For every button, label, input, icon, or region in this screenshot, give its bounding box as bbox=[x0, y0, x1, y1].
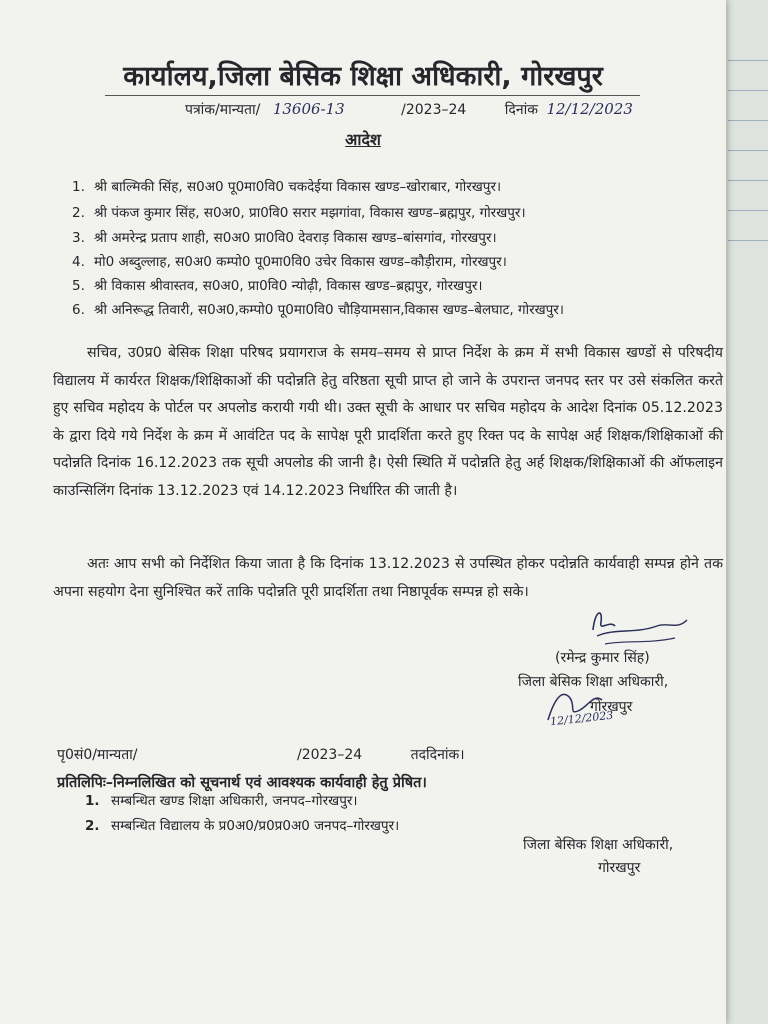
addressee-text: मो0 अब्दुल्लाह, स0अ0 कम्पो0 पू0मा0वि0 उचेर विकास खण्ड–कौड़ीराम, गोरखपुर। bbox=[94, 254, 507, 270]
addressee-text: श्री विकास श्रीवास्तव, स0अ0, प्रा0वि0 न्योढ़ी, विकास खण्ड–ब्रह्मपुर, गोरखपुर। bbox=[94, 278, 483, 294]
addressee-text: श्री बाल्मिकी सिंह, स0अ0 पू0मा0वि0 चकदेईया विकास खण्ड–खोराबार, गोरखपुर। bbox=[94, 179, 502, 195]
addressee-item bbox=[72, 177, 501, 195]
ref-number: 13606-13 bbox=[272, 100, 345, 118]
signature-initials bbox=[585, 600, 695, 650]
addressee-item bbox=[72, 228, 497, 246]
copy-item-text: सम्बन्धित खण्ड शिक्षा अधिकारी, जनपद–गोरखपुर। bbox=[111, 793, 358, 809]
order-heading: आदेश bbox=[345, 130, 381, 149]
reference-line bbox=[185, 100, 633, 119]
paragraph-1-text: सचिव, उ0प्र0 बेसिक शिक्षा परिषद प्रयागराज के समय–समय से प्राप्त निर्देश के क्रम में सभी विकास खण्डों से परिषदीय विद्यालय में कार्यरत शिक्षक/शिक्षिकाओं की पदोन्नति हेतु वरिष्ठता सूची प्राप्त हो जाने के उपरान्त जनपद स्तर पर उसे संकलित करते हुए सचिव महोदय के पोर्टल पर अपलोड करायी गयी थी। उक्त सूची के आधार पर सचिव महोदय के आदेश दिनांक 05.12.2023 के द्वारा दिये गये निर्देश के क्रम में आवंटित पद के सापेक्ष पूरी प्रादर्शिता करते हुए रिक्त पद के सापेक्ष अर्ह शिक्षक/शिक्षिकाओं की पदोन्नति दिनांक 16.12.2023 तक सूची अपलोड की जानी है। ऐसी स्थिति में पदोन्नति हेतु अर्ह शिक्षक/शिक्षिकाओं की ऑफलाइन काउन्सिलिंग दिनांक 13.12.2023 एवं 14.12.2023 निर्धारित की जाती है। bbox=[53, 345, 723, 499]
body-paragraph-1 bbox=[53, 340, 723, 505]
addressee-text: श्री अमरेन्द्र प्रताप शाही, स0अ0 प्रा0वि0 देवराड़ विकास खण्ड–बांसगांव, गोरखपुर। bbox=[94, 230, 497, 246]
copy-item-number: 1. bbox=[85, 793, 100, 809]
addressee-number: 3. bbox=[72, 230, 85, 246]
footer-designation: जिला बेसिक शिक्षा अधिकारी, bbox=[523, 837, 674, 853]
date-value: 12/12/2023 bbox=[546, 100, 633, 118]
signatory-designation: जिला बेसिक शिक्षा अधिकारी, bbox=[518, 674, 669, 690]
addressee-text: श्री अनिरूद्ध तिवारी, स0अ0,कम्पो0 पू0मा0वि0 चौड़ियामसान,विकास खण्ड–बेलघाट, गोरखपुर। bbox=[94, 302, 564, 318]
copy-item-number: 2. bbox=[85, 818, 100, 834]
title-underline bbox=[105, 95, 640, 96]
copy-year: /2023–24 bbox=[296, 747, 363, 763]
addressee-number: 2. bbox=[72, 205, 85, 221]
ref-label: पत्रांक/मान्यता/ bbox=[185, 102, 261, 118]
addressee-number: 6. bbox=[72, 302, 85, 318]
footer-place: गोरखपुर bbox=[598, 860, 641, 876]
underlying-sheet bbox=[722, 0, 768, 1024]
addressee-item bbox=[72, 300, 564, 318]
body-paragraph-2 bbox=[53, 551, 723, 606]
office-title: कार्यालय,जिला बेसिक शिक्षा अधिकारी, गोरखपुर bbox=[123, 61, 603, 92]
paragraph-2-text: अतः आप सभी को निर्देशित किया जाता है कि दिनांक 13.12.2023 से उपस्थित होकर पदोन्नति कार्यवाही सम्पन्न होने तक अपना सहयोग देना सुनिश्चित करें ताकि पदोन्नति पूरी प्रादर्शिता तथा निष्ठापूर्वक सम्पन्न हो सके। bbox=[53, 556, 723, 600]
signatory-place: गोरखपुर bbox=[590, 699, 633, 715]
addressee-item bbox=[72, 203, 526, 221]
copy-item bbox=[85, 791, 358, 809]
ref-year: /2023–24 bbox=[401, 102, 467, 118]
copy-item-text: सम्बन्धित विद्यालय के प्र0अ0/प्र0प्र0अ0 जनपद–गोरखपुर। bbox=[111, 818, 400, 834]
addressee-item bbox=[72, 276, 483, 294]
copy-item bbox=[85, 816, 399, 834]
copy-distribution-line: प्रतिलिपिः–निम्नलिखित को सूचनार्थ एवं आवश्यक कार्यवाही हेतु प्रेषित। bbox=[57, 775, 427, 791]
copy-ref: पृ0सं0/मान्यता/ bbox=[57, 747, 138, 763]
copy-same-date: तददिनांक। bbox=[410, 747, 465, 763]
copy-reference-line bbox=[57, 745, 465, 764]
addressee-item bbox=[72, 252, 507, 270]
addressee-number: 5. bbox=[72, 278, 85, 294]
signatory-name: (रमेन्द्र कुमार सिंह) bbox=[555, 650, 650, 666]
signature-date-scrawl: 12/12/2023 bbox=[549, 708, 614, 729]
addressee-number: 1. bbox=[72, 179, 85, 195]
date-label: दिनांक bbox=[504, 102, 538, 118]
addressee-text: श्री पंकज कुमार सिंह, स0अ0, प्रा0वि0 सरार मझगांवा, विकास खण्ड–ब्रह्मपुर, गोरखपुर। bbox=[94, 205, 526, 221]
addressee-number: 4. bbox=[72, 254, 85, 270]
